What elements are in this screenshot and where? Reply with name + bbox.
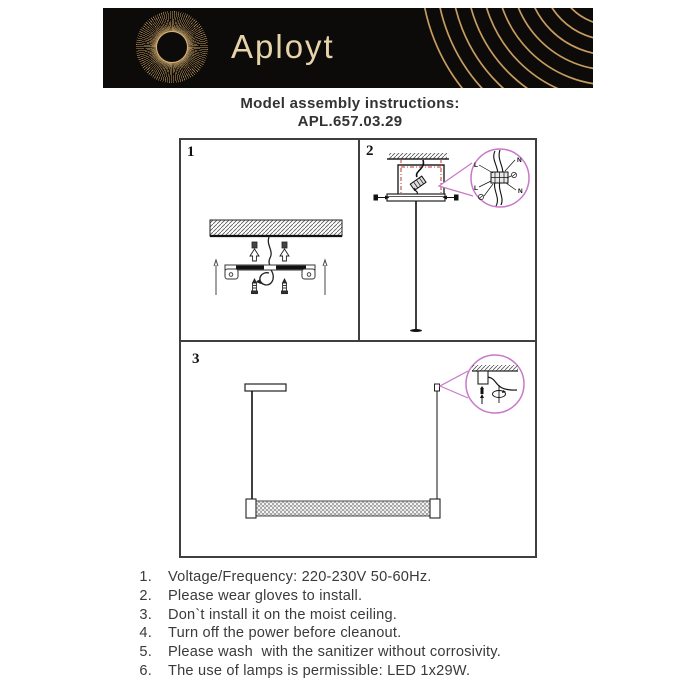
suspension-cable [435, 384, 440, 499]
magnifier-callout [439, 149, 529, 207]
page-title: Model assembly instructions: [240, 95, 460, 112]
instruction-item [126, 662, 586, 681]
light-bar [246, 499, 440, 518]
canopy-plate [387, 194, 445, 201]
panel-1-number: 1 [187, 144, 195, 160]
instruction-text: Please wear gloves to install. [168, 587, 363, 604]
instruction-text: Please wash with the sanitizer without corrosivity. [168, 644, 501, 661]
panel-2-number: 2 [366, 143, 374, 159]
panel-1-drawing [181, 140, 358, 340]
assembly-diagram [179, 138, 537, 558]
brand-wordmark: Aployt [231, 28, 335, 65]
instruction-text: Don`t install it on the moist ceiling. [168, 606, 398, 623]
instruction-number: 3. [139, 606, 152, 623]
brand-banner [103, 8, 593, 88]
screw-icons [252, 279, 288, 294]
instruction-number: 4. [139, 625, 152, 642]
wire-label-l2: L [474, 185, 478, 192]
instruction-item [126, 587, 586, 606]
instruction-number: 2. [139, 587, 152, 604]
panel-2-drawing [360, 140, 535, 340]
instruction-number: 6. [139, 662, 152, 679]
instruction-text: Turn off the power before cleanout. [168, 625, 402, 642]
power-wire [256, 237, 273, 285]
panel-3-number: 3 [192, 351, 200, 367]
mounting-bracket [225, 265, 315, 279]
instruction-item [126, 568, 586, 587]
instruction-number: 1. [139, 569, 152, 585]
instruction-text: The use of lamps is permissible: LED 1x29W. [168, 662, 471, 679]
wire-label-n1: N [517, 157, 522, 164]
canopy-plate [245, 384, 286, 391]
model-number: APL.657.03.29 [297, 113, 403, 130]
ceiling-line [387, 153, 449, 159]
instruction-text: Voltage/Frequency: 220-230V 50-60Hz. [168, 569, 432, 585]
instruction-item [126, 624, 586, 643]
ceiling-hatch [210, 220, 342, 236]
sunburst-logo-icon [136, 11, 208, 83]
instruction-item [126, 643, 586, 662]
instruction-item [126, 606, 586, 625]
wire-label-l1: L [474, 162, 478, 169]
instruction-number: 5. [139, 644, 152, 661]
decorative-rays-icon [383, 8, 593, 88]
hanging-rod [410, 201, 422, 332]
panel-3-drawing [181, 342, 535, 554]
wire-label-n2: N [518, 188, 523, 195]
magnifier-callout [440, 355, 524, 413]
instructions-list [126, 568, 586, 681]
